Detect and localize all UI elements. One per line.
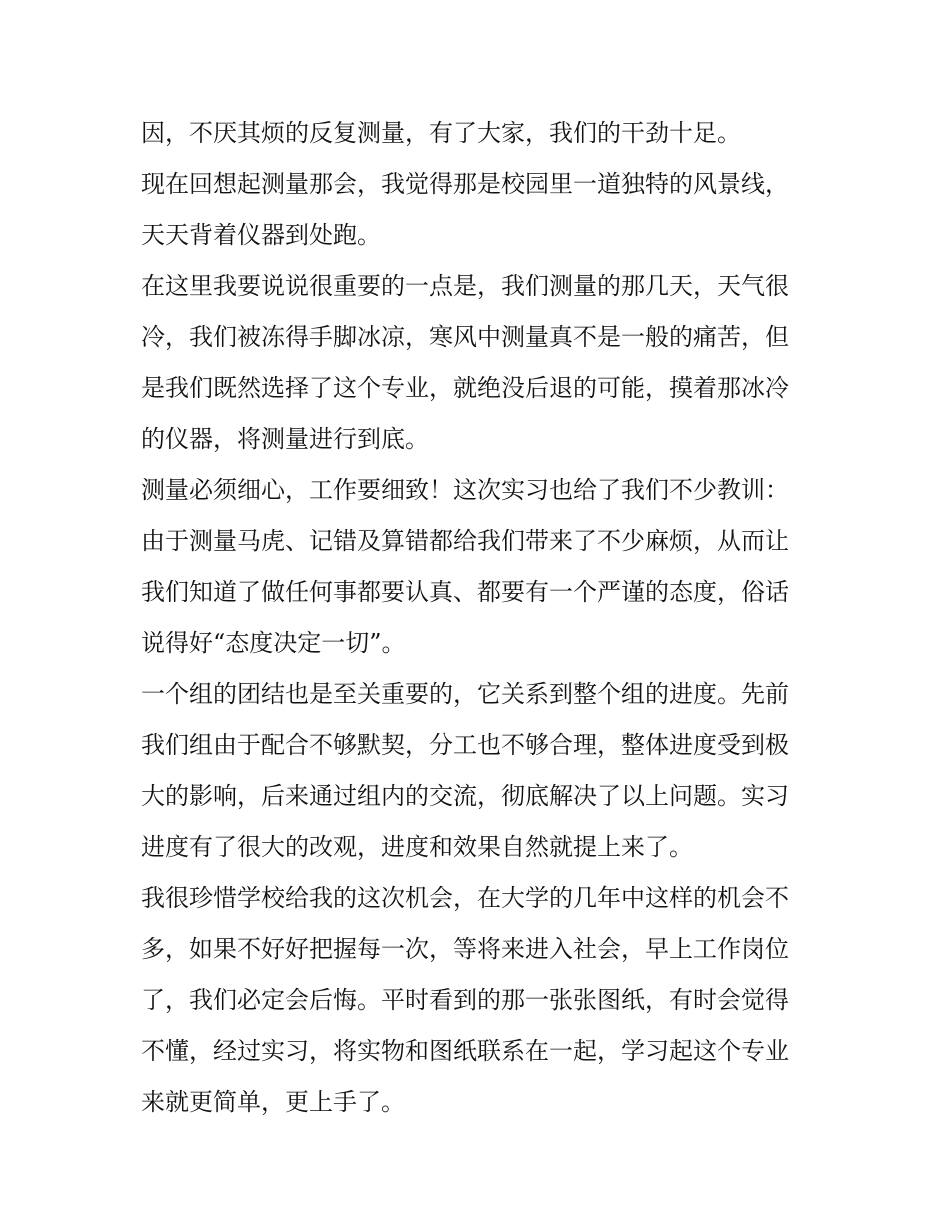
text-line: 多，如果不好好把握每一次，等将来进入社会，早上工作岗位 <box>141 935 789 963</box>
text-line: 冷，我们被冻得手脚冰凉，寒风中测量真不是一般的痛苦，但 <box>141 323 789 351</box>
text-line: 由于测量马虎、记错及算错都给我们带来了不少麻烦，从而让 <box>141 527 789 555</box>
text-line: 现在回想起测量那会，我觉得那是校园里一道独特的风景线， <box>141 170 789 198</box>
text-line: 的仪器，将测量进行到底。 <box>141 425 429 453</box>
text-line: 不懂，经过实习，将实物和图纸联系在一起，学习起这个专业 <box>141 1037 789 1065</box>
text-line: 了，我们必定会后悔。平时看到的那一张张图纸，有时会觉得 <box>141 986 789 1014</box>
text-line: 一个组的团结也是至关重要的，它关系到整个组的进度。先前 <box>141 680 789 708</box>
text-line: 我们知道了做任何事都要认真、都要有一个严谨的态度，俗话 <box>141 578 789 606</box>
text-line: 我很珍惜学校给我的这次机会，在大学的几年中这样的机会不 <box>141 884 789 912</box>
text-line: 大的影响，后来通过组内的交流，彻底解决了以上问题。实习 <box>141 782 789 810</box>
text-line: 测量必须细心，工作要细致！这次实习也给了我们不少教训： <box>141 476 789 504</box>
document-body <box>141 108 821 1128</box>
text-line: 是我们既然选择了这个专业，就绝没后退的可能，摸着那冰冷 <box>141 374 789 402</box>
text-line: 在这里我要说说很重要的一点是，我们测量的那几天，天气很 <box>141 272 789 300</box>
text-line: 来就更简单，更上手了。 <box>141 1088 405 1116</box>
text-line: 因，不厌其烦的反复测量，有了大家，我们的干劲十足。 <box>141 119 741 147</box>
text-line: 进度有了很大的改观，进度和效果自然就提上来了。 <box>141 833 693 861</box>
text-line: 说得好“态度决定一切”。 <box>141 629 406 657</box>
text-line: 我们组由于配合不够默契，分工也不够合理，整体进度受到极 <box>141 731 789 759</box>
text-line: 天天背着仪器到处跑。 <box>141 221 381 249</box>
